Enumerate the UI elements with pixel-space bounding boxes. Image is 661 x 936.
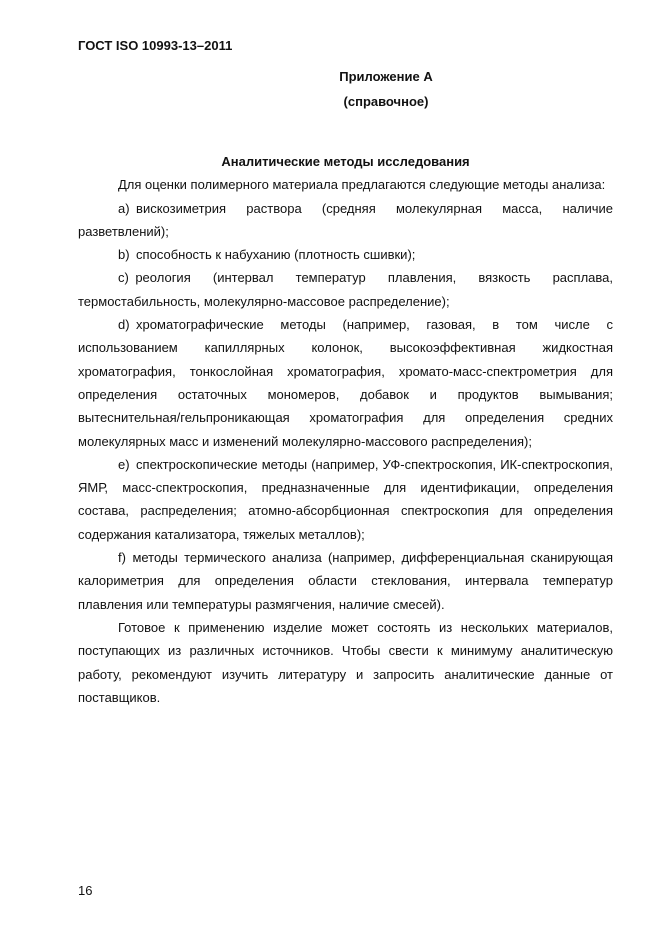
closing-paragraph: Готовое к применению изделие может состоять из нескольких материалов, поступающих из различных источников. Чтобы свести к минимуму аналитическую работу, рекомендуют изучить литературу и запросить аналитические данные от поставщиков. bbox=[78, 619, 613, 705]
section-title: Аналитические методы исследования bbox=[221, 154, 470, 169]
appendix-subtitle-text: (справочное) bbox=[343, 94, 429, 109]
list-item-b: b) способность к набуханию (плотность сшивки); bbox=[118, 247, 416, 263]
list-item-f: f) методы термического анализа (например, дифференциальная сканирующая калориметрия для определения области стеклования, интервала температур плавления или температуры размягчения, наличие смесей). bbox=[78, 550, 613, 612]
appendix-title bbox=[78, 69, 661, 84]
list-item-d: d) хроматографические методы (например, газовая, в том числе с использованием капиллярных колонок, высокоэффективная жидкостная хроматография, тонкослойная хроматография, хромато-масс-спектрометрия для определения остаточных мономеров, добавок и продуктов вымывания; вытеснительная/гельпроникающая хроматография для определения средних молекулярных масс и изменений молекулярно-массового распределения); bbox=[78, 317, 613, 449]
appendix-subtitle bbox=[78, 94, 661, 109]
list-item-a: a) вискозиметрия раствора (средняя молекулярная масса, наличие разветвлений); bbox=[78, 200, 613, 239]
list-item-e: e) спектроскопические методы (например, УФ-спектроскопия, ИК-спектроскопия, ЯМР, масс-спектроскопия, предназначенные для идентификации, определения состава, распределения; атомно-абсорбционная спектроскопия для определения содержания катализатора, тяжелых металлов); bbox=[78, 456, 613, 542]
list-item-c: c) реология (интервал температур плавления, вязкость расплава, термостабильность, молекулярно-массовое распределение); bbox=[78, 270, 613, 309]
intro-paragraph: Для оценки полимерного материала предлагаются следующие методы анализа: bbox=[118, 177, 606, 193]
document-body bbox=[78, 150, 613, 709]
appendix-title-text: Приложение А bbox=[339, 69, 433, 84]
document-header: ГОСТ ISO 10993-13–2011 bbox=[78, 38, 233, 53]
page-number: 16 bbox=[78, 883, 93, 898]
